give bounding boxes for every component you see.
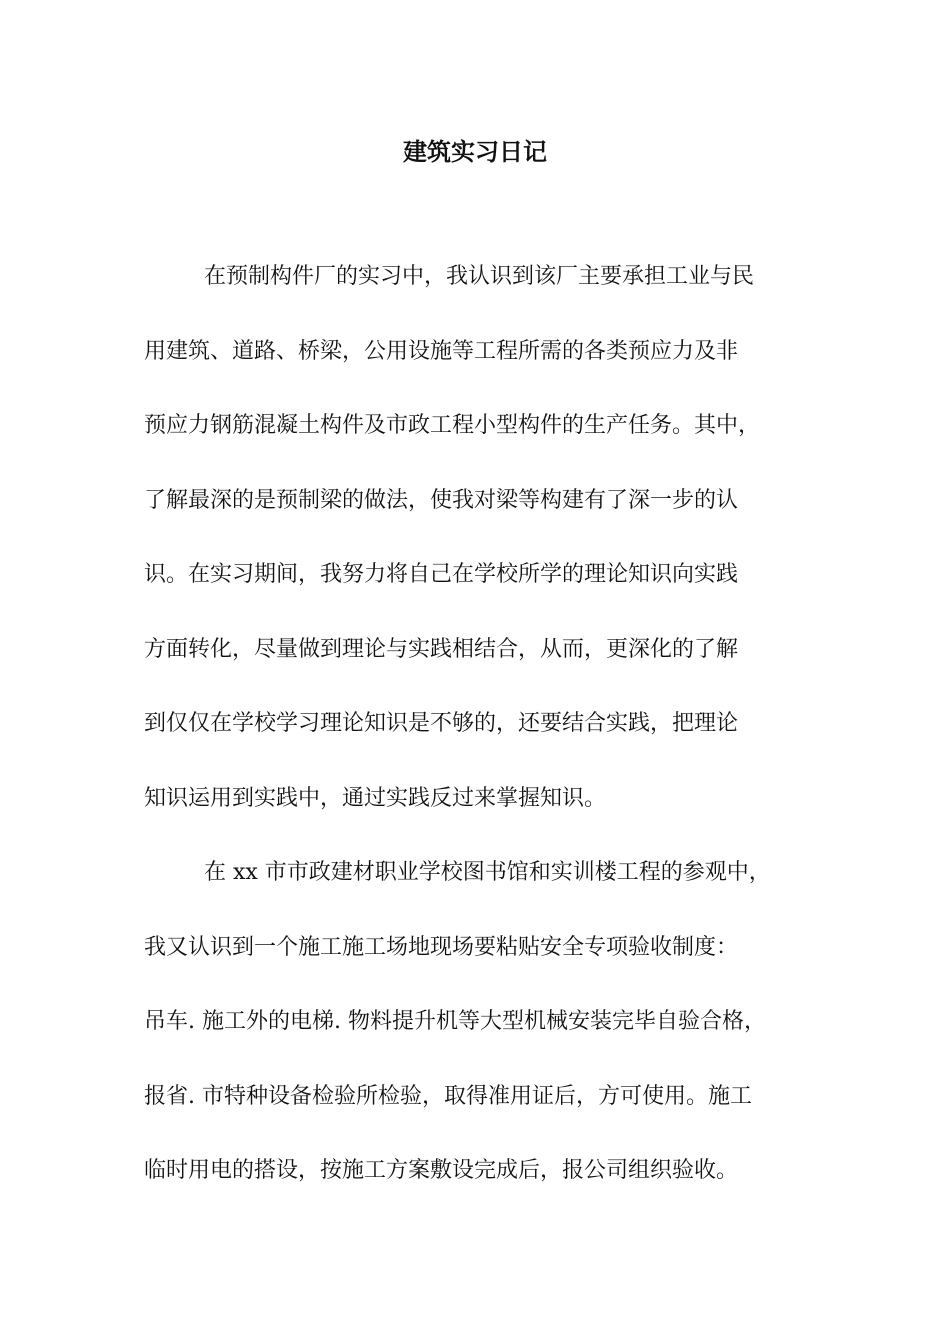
paragraph-2-line-3: 吊车. 施工外的电梯. 物料提升机等大型机械安装完毕自验合格，: [144, 1009, 766, 1034]
paragraph-1-line-4: 了解最深的是预制梁的做法，使我对梁等构建有了深一步的认: [144, 488, 739, 513]
paragraph-1-line-7: 到仅仅在学校学习理论知识是不够的，还要结合实践，把理论: [144, 711, 739, 736]
paragraph-1-line-3: 预应力钢筋混凝土构件及市政工程小型构件的生产任务。其中，: [144, 413, 761, 438]
paragraph-2-line-4: 报省. 市特种设备检验所检验，取得准用证后，方可使用。施工: [144, 1084, 752, 1109]
paragraph-2-line-5: 临时用电的搭设，按施工方案敷设完成后，报公司组织验收。: [144, 1158, 739, 1183]
paragraph-2-line-1: 在 xx 市市政建材职业学校图书馆和实训楼工程的参观中，: [204, 860, 771, 885]
paragraph-1-line-2: 用建筑、道路、桥梁，公用设施等工程所需的各类预应力及非: [144, 339, 739, 364]
paragraph-1-line-5: 识。在实习期间，我努力将自己在学校所学的理论知识向实践: [144, 562, 739, 587]
paragraph-2-line-2: 我又认识到一个施工施工场地现场要粘贴安全专项验收制度：: [144, 935, 739, 960]
paragraph-1-line-8: 知识运用到实践中，通过实践反过来掌握知识。: [144, 786, 607, 811]
paragraph-1-line-6: 方面转化，尽量做到理论与实践相结合，从而，更深化的了解: [144, 637, 739, 662]
document-title: 建筑实习日记: [403, 137, 547, 166]
paragraph-1-line-1: 在预制构件厂的实习中，我认识到该厂主要承担工业与民: [204, 264, 755, 289]
